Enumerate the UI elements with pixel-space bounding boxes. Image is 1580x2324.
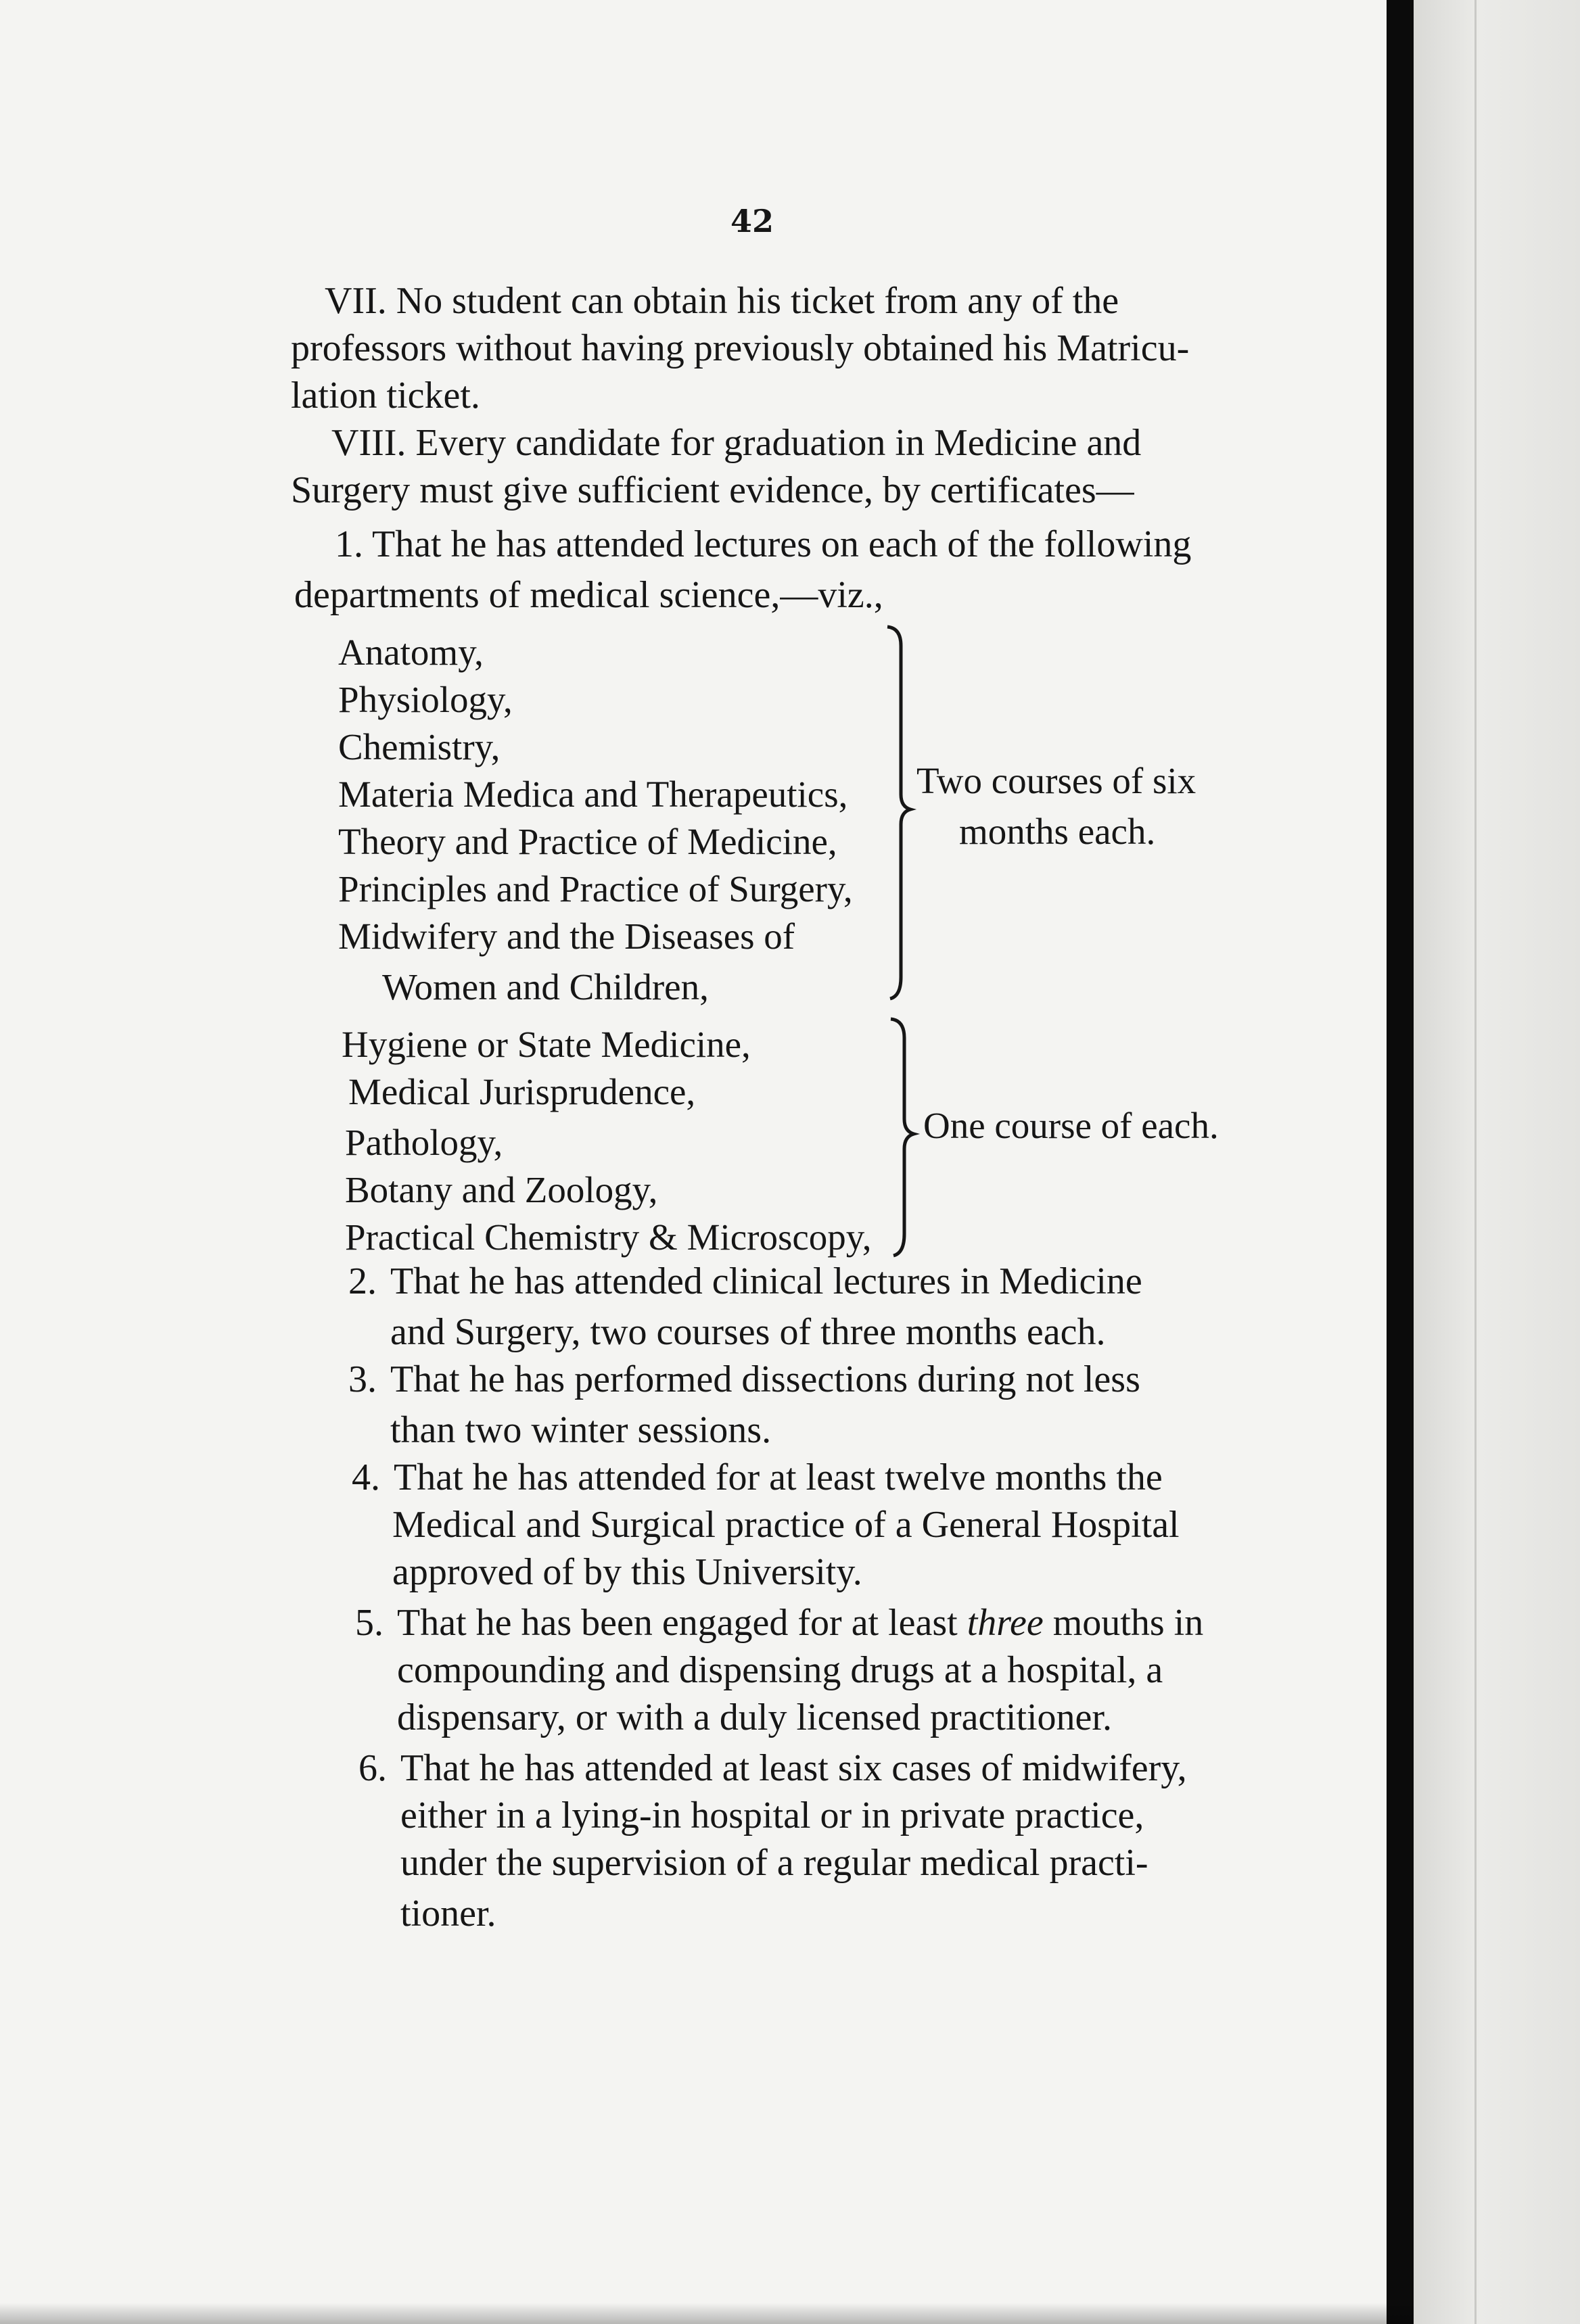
rule-viii-line-2: Surgery must give sufficient evidence, by certificates—: [291, 469, 1134, 511]
page-edge-line: [1474, 0, 1477, 2324]
item-3-text: That he has performed dissections during not less: [390, 1358, 1140, 1400]
rule-viii-line-1: VIII. Every candidate for graduation in Medicine and: [331, 422, 1142, 464]
subject-chemistry: Chemistry,: [338, 726, 501, 767]
item-4-line-1: [352, 1454, 1163, 1501]
item-6-line-3: under the supervision of a regular medical practi-: [400, 1842, 1148, 1884]
item-1-line-1: 1. That he has attended lectures on each of the following: [335, 523, 1192, 565]
subject-anatomy: Anatomy,: [338, 632, 484, 673]
item-5-emphasis: three: [967, 1602, 1044, 1644]
page-number: 42: [730, 203, 774, 239]
rule-vii-line-3: lation ticket.: [291, 375, 480, 417]
subject-pathology: Pathology,: [345, 1122, 503, 1163]
item-4-line-3: approved of by this University.: [392, 1551, 862, 1593]
item-2-number: 2.: [348, 1260, 377, 1302]
book-spine-shadow: [1387, 0, 1414, 2324]
item-4-number: 4.: [352, 1456, 380, 1498]
subject-practical-chemistry: Practical Chemistry & Microscopy,: [345, 1216, 872, 1258]
subject-midwifery: Midwifery and the Diseases of: [338, 916, 795, 957]
item-6-line-4: tioner.: [400, 1893, 496, 1935]
item-3-number: 3.: [348, 1358, 377, 1400]
item-6-line-1: [358, 1745, 1187, 1792]
rule-vii-line-1: VII. No student can obtain his ticket from any of the: [325, 280, 1119, 322]
rule-vii-line-2: professors without having previously obtained his Matricu-: [291, 327, 1190, 369]
subject-physiology: Physiology,: [338, 679, 513, 720]
subject-theory-practice-medicine: Theory and Practice of Medicine,: [338, 821, 837, 862]
item-5-line-3: dispensary, or with a duly licensed practitioner.: [397, 1697, 1112, 1738]
subject-principles-practice-surgery: Principles and Practice of Surgery,: [338, 868, 853, 909]
item-2-line-2: and Surgery, two courses of three months each.: [390, 1311, 1106, 1353]
note-two-courses-line-1: Two courses of six: [916, 760, 1196, 801]
subject-materia-medica: Materia Medica and Therapeutics,: [338, 774, 848, 815]
item-5-text-after: mouths in: [1043, 1602, 1204, 1644]
item-4-line-2: Medical and Surgical practice of a General Hospital: [392, 1504, 1180, 1546]
item-2-line-1: [348, 1258, 1142, 1305]
subject-hygiene: Hygiene or State Medicine,: [342, 1024, 751, 1065]
subject-botany-zoology: Botany and Zoology,: [345, 1169, 658, 1210]
page-edge: [1414, 0, 1580, 2324]
subject-medical-jurisprudence: Medical Jurisprudence,: [348, 1071, 696, 1112]
item-3-line-2: than two winter sessions.: [390, 1409, 772, 1451]
item-2-text: That he has attended clinical lectures in Medicine: [390, 1260, 1142, 1302]
item-6-number: 6.: [358, 1747, 387, 1789]
item-6-line-2: either in a lying-in hospital or in private practice,: [400, 1795, 1144, 1836]
item-3-line-1: [348, 1356, 1140, 1403]
bottom-shadow: [0, 2302, 1414, 2324]
item-1-line-2: departments of medical science,—viz.,: [294, 574, 883, 616]
item-5-line-1: [355, 1599, 1203, 1646]
note-one-course: One course of each.: [923, 1105, 1219, 1146]
brace-two-courses: [879, 625, 920, 1004]
subject-women-children: Women and Children,: [382, 966, 709, 1007]
brace-one-course: [883, 1018, 923, 1261]
note-two-courses-line-2: months each.: [959, 811, 1156, 852]
item-6-text: That he has attended at least six cases of midwifery,: [400, 1747, 1187, 1789]
item-4-text: That he has attended for at least twelve months the: [394, 1456, 1163, 1498]
item-5-line-2: compounding and dispensing drugs at a hospital, a: [397, 1649, 1163, 1691]
item-5-text-before: That he has been engaged for at least: [397, 1602, 967, 1644]
item-5-number: 5.: [355, 1602, 384, 1644]
